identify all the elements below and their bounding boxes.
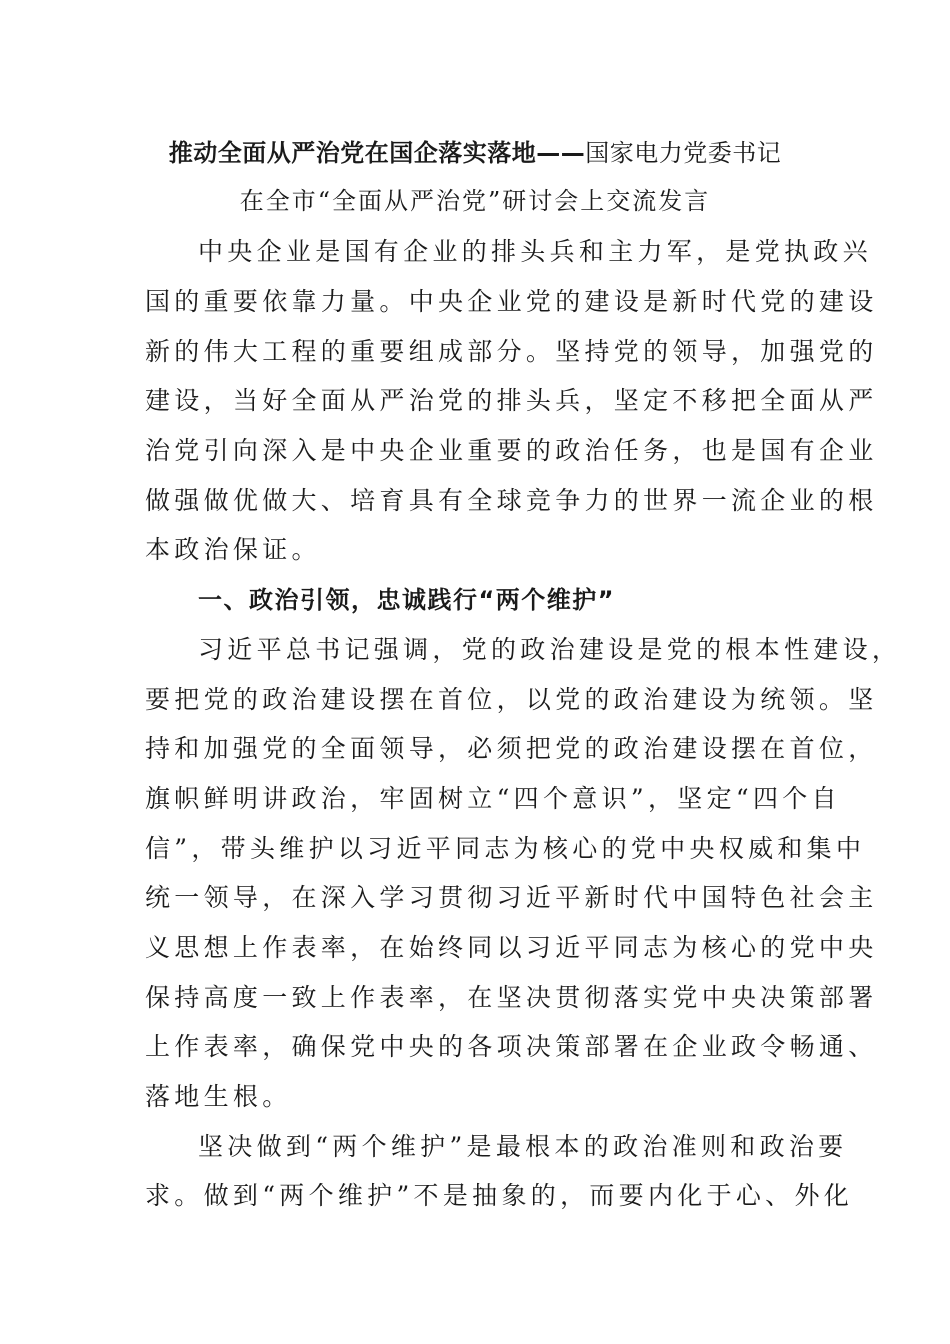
paragraph-2-line: 统一领导，在深入学习贯彻习近平新时代中国特色社会主	[145, 883, 878, 912]
section-heading-1: 一、政治引领，忠诚践行“两个维护”	[198, 586, 616, 614]
paragraph-3-line: 求。做到“两个维护”不是抽象的，而要内化于心、外化	[145, 1181, 854, 1210]
paragraph-2-line: 要把党的政治建设摆在首位，以党的政治建设为统领。坚	[145, 685, 878, 714]
paragraph-2-line: 持和加强党的全面领导，必须把党的政治建设摆在首位，	[145, 734, 878, 763]
paragraph-1-line: 中央企业是国有企业的排头兵和主力军，是党执政兴	[198, 237, 872, 266]
paragraph-3-line: 坚决做到“两个维护”是最根本的政治准则和政治要	[198, 1132, 848, 1161]
document-title-main: 推动全面从严治党在国企落实落地——	[168, 139, 586, 167]
paragraph-2-line: 义思想上作表率，在始终同以习近平同志为核心的党中央	[145, 933, 878, 962]
paragraph-1-line: 国的重要依靠力量。中央企业党的建设是新时代党的建设	[145, 287, 878, 316]
document-title-line-2: 在全市“全面从严治党”研讨会上交流发言	[239, 187, 711, 215]
paragraph-2-line: 保持高度一致上作表率，在坚决贯彻落实党中央决策部署	[145, 983, 878, 1012]
document-title-line-1	[0, 138, 950, 168]
paragraph-1-line: 本政治保证。	[145, 535, 321, 564]
paragraph-2-line: 旗帜鲜明讲政治，牢固树立“四个意识”，坚定“四个自	[145, 784, 841, 813]
paragraph-1-line: 治党引向深入是中央企业重要的政治任务，也是国有企业	[145, 436, 878, 465]
paragraph-2-line: 信”，带头维护以习近平同志为核心的党中央权威和集中	[145, 834, 866, 863]
document-title-author: 国家电力党委书记	[585, 139, 782, 167]
paragraph-2-line: 习近平总书记强调，党的政治建设是党的根本性建设，	[198, 635, 902, 664]
paragraph-1-line: 建设，当好全面从严治党的排头兵，坚定不移把全面从严	[145, 386, 878, 415]
paragraph-1-line: 做强做优做大、培育具有全球竞争力的世界一流企业的根	[145, 486, 878, 515]
paragraph-1-line: 新的伟大工程的重要组成部分。坚持党的领导，加强党的	[145, 337, 878, 366]
paragraph-2-line: 上作表率，确保党中央的各项决策部署在企业政令畅通、	[145, 1032, 878, 1061]
paragraph-2-line: 落地生根。	[145, 1082, 292, 1111]
